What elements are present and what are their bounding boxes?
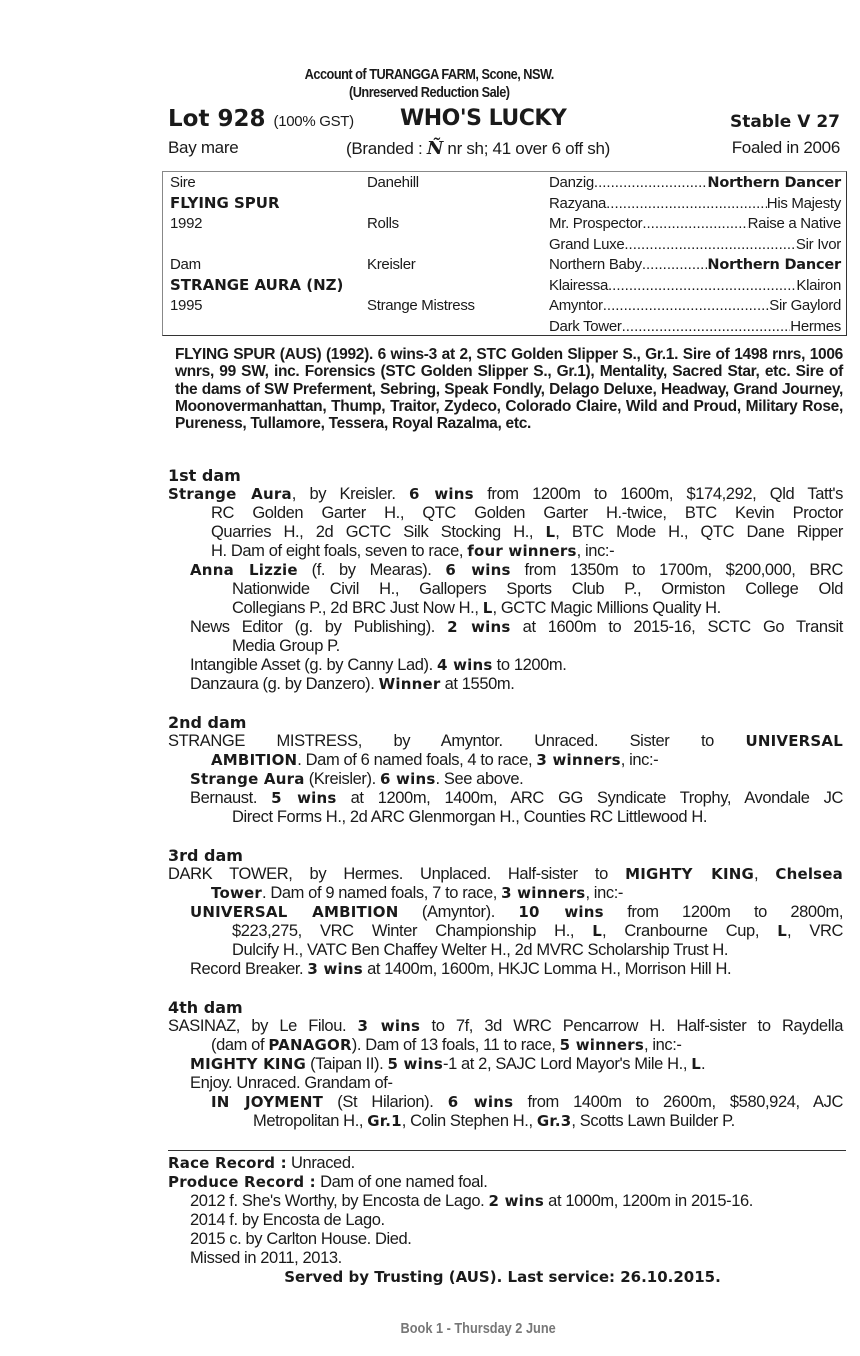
- text: (St Hilarion).: [323, 1093, 448, 1111]
- text-line: [168, 1074, 843, 1093]
- brand-mark-icon: Ñ: [426, 138, 443, 159]
- bold-text: L: [545, 523, 556, 541]
- granddam-dam: Strange Mistress: [367, 297, 475, 314]
- text: to 1200m.: [492, 656, 567, 674]
- text: Unraced.: [286, 1154, 355, 1172]
- dot-leader: [606, 194, 767, 215]
- bold-text: L: [482, 599, 493, 617]
- text: , inc:-: [643, 1036, 682, 1054]
- bold-text: 5 wins: [387, 1055, 443, 1073]
- bold-text: 3 wins: [307, 960, 363, 978]
- ancestor-sire: Sir Gaylord: [769, 297, 841, 314]
- text: Enjoy. Unraced. Grandam of-: [190, 1074, 393, 1092]
- lot-number: Lot 928: [168, 106, 266, 132]
- granddam-sire: Rolls: [367, 215, 399, 232]
- text-line: [168, 599, 843, 618]
- ancestor-name: Klairessa: [549, 276, 608, 294]
- text: , BTC Mode H., QTC Dane Ripper: [555, 523, 843, 541]
- bold-text: 6 wins: [445, 561, 511, 579]
- family-section: [168, 466, 843, 694]
- bold-text: 2 wins: [488, 1192, 544, 1210]
- brand-suffix: nr sh; 41 over 6 off sh): [447, 139, 610, 158]
- text: , Scotts Lawn Builder P.: [571, 1112, 735, 1130]
- text: Metropolitan H.,: [253, 1112, 368, 1130]
- text: Dam of one named foal.: [315, 1173, 488, 1191]
- ancestor-name: Danzig: [549, 174, 594, 191]
- text-line: [168, 1192, 843, 1211]
- ancestor-sire: Northern Dancer: [707, 175, 841, 191]
- vendor-header: [0, 66, 859, 102]
- bold-text: Chelsea: [775, 865, 843, 883]
- text: 2015 c. by Carlton House. Died.: [190, 1230, 412, 1248]
- page-footer: Book 1 - Thursday 2 June: [400, 1320, 556, 1337]
- pedigree-row: [549, 296, 841, 317]
- text-line: [168, 523, 843, 542]
- bold-text: 6 wins: [409, 485, 474, 503]
- dot-leader: [594, 173, 708, 194]
- text-line: [168, 1112, 843, 1131]
- text-line: [168, 941, 843, 960]
- dot-leader: [624, 235, 796, 256]
- text: . Dam of 6 named foals, 4 to race,: [297, 751, 537, 769]
- bold-text: Gr.1: [367, 1112, 402, 1130]
- section-heading: 4th dam: [168, 998, 243, 1017]
- bold-text: MIGHTY KING: [625, 865, 754, 883]
- text-line: [168, 504, 843, 523]
- text-line: [168, 865, 843, 884]
- text: Record Breaker.: [190, 960, 308, 978]
- text: , inc:-: [585, 884, 623, 902]
- text-line: [168, 1036, 843, 1055]
- bold-text: IN JOYMENT: [211, 1093, 324, 1111]
- pedigree-row: [549, 194, 841, 215]
- text: Collegians P., 2d BRC Just Now H.,: [232, 599, 483, 617]
- brand-info: [346, 138, 610, 159]
- bold-text: UNIVERSAL: [745, 732, 843, 750]
- vendor-account: Account of TURANGGA FARM, Scone, NSW.: [304, 66, 554, 83]
- text-line: [168, 903, 843, 922]
- pedigree-row: [549, 173, 841, 194]
- text-line: [168, 1154, 843, 1173]
- text-line: [168, 960, 843, 979]
- brand-prefix: (Branded :: [346, 139, 423, 158]
- pedigree-table: [162, 171, 847, 336]
- text: . Dam of 9 named foals, 7 to race,: [261, 884, 502, 902]
- pedigree-row: [549, 276, 841, 297]
- text: STRANGE MISTRESS, by Amyntor. Unraced. Sister to: [168, 732, 746, 750]
- stable-location: Stable V 27: [729, 112, 840, 132]
- text-line: [168, 732, 843, 751]
- text: .: [700, 1055, 706, 1073]
- bold-text: Anna Lizzie: [190, 561, 298, 579]
- text-line: [168, 751, 843, 770]
- text: , Cranbourne Cup,: [602, 922, 778, 940]
- bold-text: MIGHTY KING: [190, 1055, 306, 1073]
- text-line: [168, 656, 843, 675]
- sire-year: 1992: [170, 215, 203, 232]
- text-line: [168, 1249, 843, 1268]
- text-line: [168, 1230, 843, 1249]
- last-service-note: Served by Trusting (AUS). Last service: 26.10.2015.: [284, 1268, 721, 1286]
- text: (dam of: [211, 1036, 269, 1054]
- bold-text: 5 wins: [271, 789, 337, 807]
- text-line: [168, 485, 843, 504]
- lot-heading: [168, 106, 354, 132]
- ancestor-sire: Hermes: [790, 317, 841, 335]
- bold-text: Tower: [211, 884, 262, 902]
- family-section: [168, 846, 843, 979]
- text: SASINAZ, by Le Filou.: [168, 1017, 358, 1035]
- colour-sex: Bay mare: [168, 138, 239, 157]
- text: from 1200m to 2800m,: [603, 903, 844, 921]
- sire-label: Sire: [170, 174, 196, 191]
- section-heading: 1st dam: [168, 466, 241, 485]
- sire-name: FLYING SPUR: [170, 194, 280, 212]
- text: Nationwide Civil H., Gallopers Sports Club P., Ormiston College Old: [232, 580, 843, 598]
- text-line: [168, 580, 843, 599]
- text-line: [168, 884, 843, 903]
- text: at 1400m, 1600m, HKJC Lomma H., Morrison Hill H.: [362, 960, 732, 978]
- text: Quarries H., 2d GCTC Silk Stocking H.,: [211, 523, 546, 541]
- text-line: [168, 1017, 843, 1036]
- text: 2014 f. by Encosta de Lago.: [190, 1211, 385, 1229]
- bold-text: 3 wins: [357, 1017, 421, 1035]
- text: from 1200m to 1600m, $174,292, Qld Tatt's: [473, 485, 843, 503]
- text: 2012 f. She's Worthy, by Encosta de Lago.: [190, 1192, 489, 1210]
- bold-text: L: [592, 922, 603, 940]
- pedigree-row: [549, 214, 841, 235]
- ancestor-sire: Sir Ivor: [795, 235, 841, 253]
- ancestor-name: Razyana: [549, 194, 607, 212]
- section-heading: 3rd dam: [168, 846, 243, 865]
- text: to 7f, 3d WRC Pencarrow H. Half-sister to Raydella: [420, 1017, 843, 1035]
- text: (Kreisler).: [304, 770, 380, 788]
- sale-type: (Unreserved Reduction Sale): [348, 84, 510, 101]
- foaled-year: Foaled in 2006: [731, 138, 840, 157]
- gst-note: (100% GST): [273, 113, 354, 130]
- horse-name: WHO'S LUCKY: [400, 106, 567, 131]
- text: Bernaust.: [190, 789, 272, 807]
- text: (Amyntor).: [398, 903, 519, 921]
- text: (f. by Mearas).: [297, 561, 446, 579]
- text-line: [168, 808, 843, 827]
- bold-text: Winner: [378, 675, 441, 693]
- text: ). Dam of 13 foals, 11 to race,: [351, 1036, 560, 1054]
- bold-text: 3 winners: [501, 884, 586, 902]
- bold-text: four winners: [467, 542, 577, 560]
- ancestor-sire: Raise a Native: [747, 215, 841, 232]
- ancestor-name: Amyntor: [549, 297, 603, 314]
- dot-leader: [608, 276, 796, 297]
- bold-text: 2 wins: [447, 618, 511, 636]
- bold-text: 6 wins: [380, 770, 436, 788]
- text: Direct Forms H., 2d ARC Glenmorgan H., Counties RC Littlewood H.: [232, 808, 708, 826]
- ancestor-name: Dark Tower: [549, 317, 622, 335]
- text: at 1200m, 1400m, ARC GG Syndicate Trophy, Avondale JC: [336, 789, 844, 807]
- text: (Taipan II).: [305, 1055, 388, 1073]
- text: -1 at 2, SAJC Lord Mayor's Mile H.,: [442, 1055, 692, 1073]
- text: RC Golden Garter H., QTC Golden Garter H.-twice, BTC Kevin Proctor: [211, 504, 843, 522]
- bold-text: Strange Aura: [168, 485, 292, 503]
- dam-label: Dam: [170, 256, 201, 273]
- text: , VRC: [786, 922, 843, 940]
- text-line: [168, 542, 843, 561]
- text: Danzaura (g. by Danzero).: [190, 675, 379, 693]
- text: , inc:-: [620, 751, 659, 769]
- dam-year: 1995: [170, 297, 203, 314]
- dam-name: STRANGE AURA (NZ): [170, 276, 344, 294]
- bold-text: 6 wins: [447, 1093, 514, 1111]
- text: H. Dam of eight foals, seven to race,: [211, 542, 468, 560]
- text-line: [168, 618, 843, 637]
- grandsire-dam: Kreisler: [367, 256, 416, 273]
- text: from 1400m to 2600m, $580,924, AJC: [513, 1093, 844, 1111]
- bold-text: 3 winners: [536, 751, 621, 769]
- text: from 1350m to 1700m, $200,000, BRC: [510, 561, 844, 579]
- text-line: [168, 675, 843, 694]
- bold-text: Produce Record :: [168, 1173, 316, 1191]
- bold-text: 10 wins: [518, 903, 604, 921]
- text: , by Kreisler.: [291, 485, 409, 503]
- text: DARK TOWER, by Hermes. Unplaced. Half-sister to: [168, 865, 626, 883]
- dot-leader: [642, 255, 708, 276]
- grandsire-sire: Danehill: [367, 174, 419, 191]
- text: News Editor (g. by Publishing).: [190, 618, 448, 636]
- text: $223,275, VRC Winter Championship H.,: [232, 922, 593, 940]
- family-section: [168, 713, 843, 827]
- pedigree-row: [549, 255, 841, 276]
- text: Dulcify H., VATC Ben Chaffey Welter H., 2d MVRC Scholarship Trust H.: [232, 941, 729, 959]
- pedigree-row: [549, 317, 841, 338]
- bold-text: PANAGOR: [268, 1036, 352, 1054]
- sire-summary: FLYING SPUR (AUS) (1992). 6 wins-3 at 2, STC Golden Slipper S., Gr.1. Sire of 1498 rnrs, 1006 wnrs, 99 SW, inc. Forensics (STC Golden Slipper S., Gr.1), Mentality, Sacred Star, etc. Sire of the dams of SW Preferment, Sebring, Speak Fondly, Delago Deluxe, Headway, Grand Journey, Moonovermanhattan, Thump, Traitor, Zydeco, Colorado Claire, Wild and Proud, Military Rose, Pureness, Tullamore, Tessera, Royal Razalma, etc.: [175, 346, 843, 433]
- bold-text: L: [691, 1055, 701, 1073]
- ancestor-sire: Klairon: [796, 276, 841, 294]
- bold-text: Race Record :: [168, 1154, 287, 1172]
- text-line: [168, 1173, 843, 1192]
- ancestor-name: Grand Luxe: [549, 235, 625, 253]
- text: Media Group P.: [232, 637, 340, 655]
- text: ,: [754, 865, 776, 883]
- text: . See above.: [435, 770, 524, 788]
- ancestor-sire: His Majesty: [766, 194, 841, 212]
- text: , GCTC Magic Millions Quality H.: [492, 599, 721, 617]
- ancestor-sire: Northern Dancer: [707, 257, 841, 273]
- text: at 1600m to 2015-16, SCTC Go Transit: [510, 618, 843, 636]
- family-section: [168, 1154, 843, 1268]
- pedigree-row: [549, 235, 841, 256]
- family-section: [168, 998, 843, 1131]
- bold-text: Strange Aura: [190, 770, 305, 788]
- ancestor-name: Mr. Prospector: [549, 215, 643, 232]
- text: at 1000m, 1200m in 2015-16.: [543, 1192, 753, 1210]
- text: , Colin Stephen H.,: [401, 1112, 537, 1130]
- text-line: [168, 1055, 843, 1074]
- bold-text: L: [777, 922, 787, 940]
- bold-text: 4 wins: [437, 656, 493, 674]
- text-line: [168, 1211, 843, 1230]
- dot-leader: [622, 317, 791, 338]
- section-heading: 2nd dam: [168, 713, 247, 732]
- bold-text: AMBITION: [211, 751, 298, 769]
- text-line: [168, 770, 843, 789]
- text: at 1550m.: [440, 675, 515, 693]
- dot-leader: [603, 296, 770, 317]
- dot-leader: [642, 214, 747, 235]
- bold-text: Gr.3: [536, 1112, 572, 1130]
- bold-text: 5 winners: [559, 1036, 644, 1054]
- text-line: [168, 561, 843, 580]
- text-line: [168, 1093, 843, 1112]
- divider: [168, 1150, 846, 1151]
- text: , inc:-: [576, 542, 615, 560]
- text-line: [168, 637, 843, 656]
- bold-text: UNIVERSAL AMBITION: [190, 903, 399, 921]
- ancestor-name: Northern Baby: [549, 256, 642, 273]
- text-line: [168, 922, 843, 941]
- text: Intangible Asset (g. by Canny Lad).: [190, 656, 438, 674]
- text: Missed in 2011, 2013.: [190, 1249, 342, 1267]
- text-line: [168, 789, 843, 808]
